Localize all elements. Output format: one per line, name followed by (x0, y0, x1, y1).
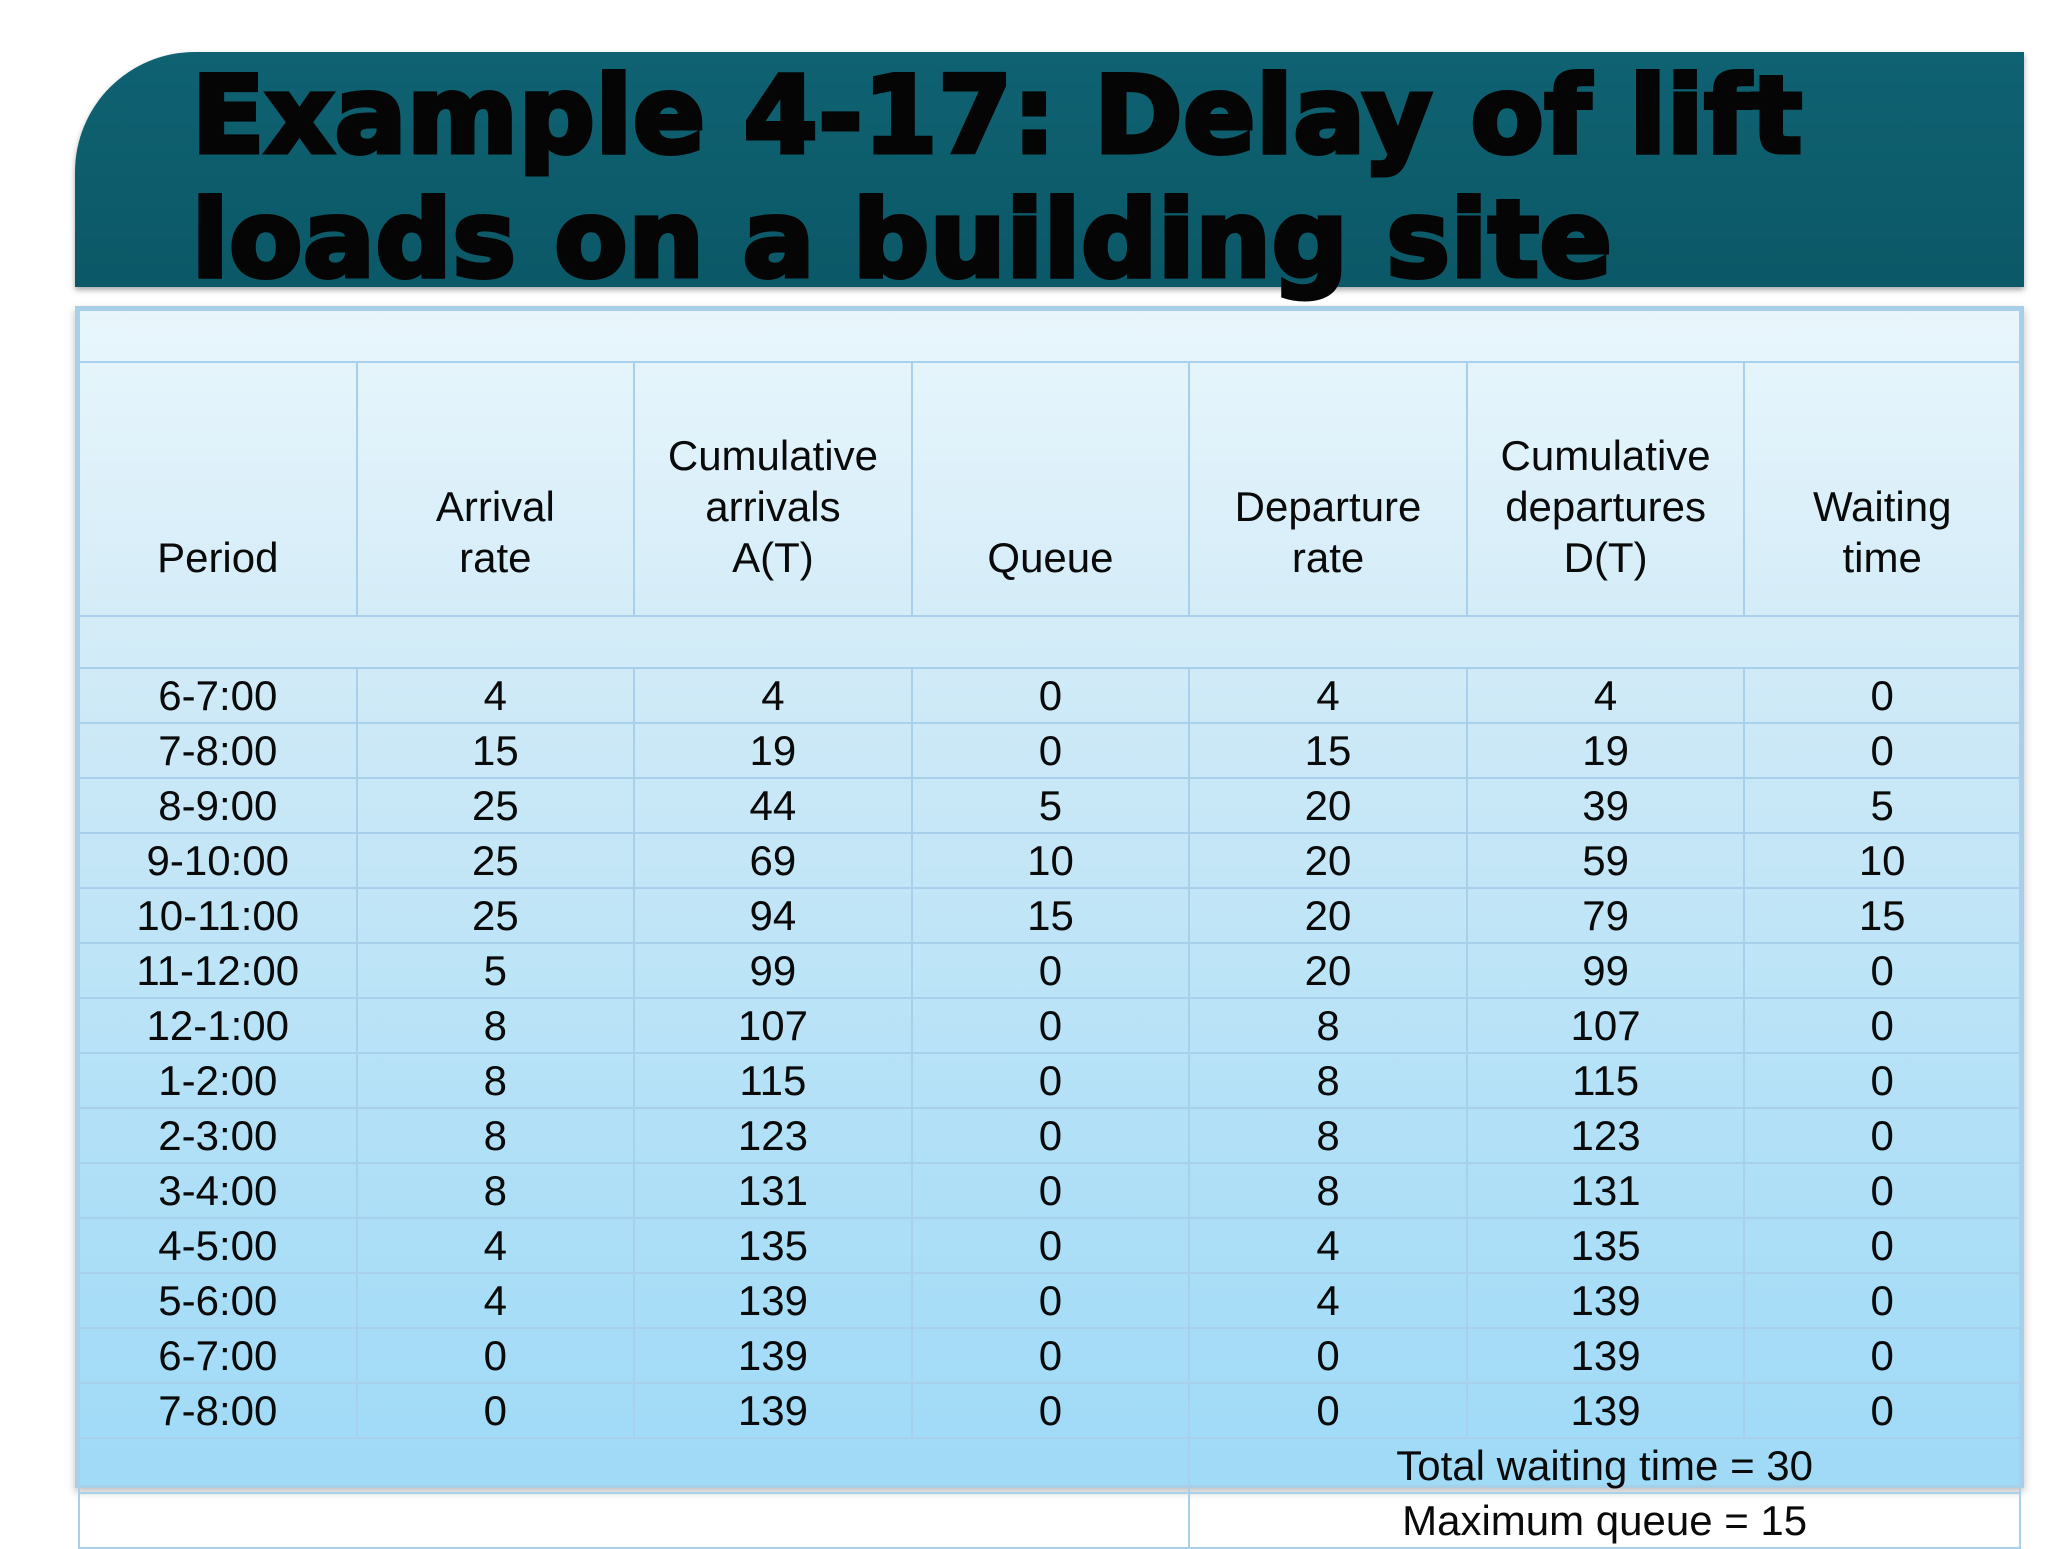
cell-queue: 0 (912, 1218, 1190, 1273)
mid-spacer-row (79, 616, 2020, 668)
cell-queue: 10 (912, 833, 1190, 888)
cell-arrival-rate: 4 (357, 668, 635, 723)
cell-period: 11-12:00 (79, 943, 357, 998)
cell-arrival-rate: 0 (357, 1383, 635, 1438)
header-waiting-time: Waiting time (1744, 362, 2020, 616)
header-queue: Queue (912, 362, 1190, 616)
cell-cumulative-departures: 99 (1467, 943, 1745, 998)
cell-waiting-time: 0 (1744, 1328, 2020, 1383)
cell-arrival-rate: 4 (357, 1218, 635, 1273)
cell-cumulative-departures: 123 (1467, 1108, 1745, 1163)
cell-period: 10-11:00 (79, 888, 357, 943)
table-row (79, 1053, 2020, 1108)
table-row (79, 1328, 2020, 1383)
table-row (79, 998, 2020, 1053)
cell-cumulative-departures: 139 (1467, 1383, 1745, 1438)
cell-departure-rate: 0 (1189, 1328, 1467, 1383)
table-row (79, 1383, 2020, 1438)
cell-cumulative-arrivals: 44 (634, 778, 912, 833)
cell-period: 12-1:00 (79, 998, 357, 1053)
cell-departure-rate: 4 (1189, 1273, 1467, 1328)
table-row (79, 723, 2020, 778)
header-period: Period (79, 362, 357, 616)
table-row (79, 778, 2020, 833)
cell-departure-rate: 20 (1189, 888, 1467, 943)
cell-waiting-time: 15 (1744, 888, 2020, 943)
cell-waiting-time: 5 (1744, 778, 2020, 833)
table-row (79, 1218, 2020, 1273)
cell-queue: 0 (912, 1053, 1190, 1108)
maximum-queue: Maximum queue = 15 (1189, 1493, 2020, 1548)
cell-waiting-time: 10 (1744, 833, 2020, 888)
cell-period: 2-3:00 (79, 1108, 357, 1163)
header-departure-rate: Departure rate (1189, 362, 1467, 616)
cell-waiting-time: 0 (1744, 723, 2020, 778)
cell-queue: 0 (912, 1328, 1190, 1383)
cell-cumulative-arrivals: 94 (634, 888, 912, 943)
cell-departure-rate: 20 (1189, 943, 1467, 998)
cell-arrival-rate: 8 (357, 1053, 635, 1108)
cell-departure-rate: 20 (1189, 778, 1467, 833)
cell-queue: 0 (912, 1163, 1190, 1218)
cell-cumulative-departures: 79 (1467, 888, 1745, 943)
total-waiting-time: Total waiting time = 30 (1189, 1438, 2020, 1493)
header-row (79, 362, 2020, 616)
cell-queue: 15 (912, 888, 1190, 943)
cell-period: 7-8:00 (79, 1383, 357, 1438)
cell-queue: 0 (912, 943, 1190, 998)
cell-waiting-time: 0 (1744, 668, 2020, 723)
cell-departure-rate: 8 (1189, 1108, 1467, 1163)
cell-period: 1-2:00 (79, 1053, 357, 1108)
cell-departure-rate: 4 (1189, 1218, 1467, 1273)
cell-cumulative-departures: 139 (1467, 1273, 1745, 1328)
header-arrival-rate: Arrival rate (357, 362, 635, 616)
cell-cumulative-arrivals: 115 (634, 1053, 912, 1108)
cell-cumulative-arrivals: 139 (634, 1328, 912, 1383)
summary-row-max-queue (79, 1493, 2020, 1548)
cell-arrival-rate: 25 (357, 888, 635, 943)
cell-cumulative-arrivals: 99 (634, 943, 912, 998)
cell-cumulative-departures: 139 (1467, 1328, 1745, 1383)
cell-arrival-rate: 0 (357, 1328, 635, 1383)
table-row (79, 1108, 2020, 1163)
header-cumulative-arrivals: Cumulative arrivals A(T) (634, 362, 912, 616)
cell-departure-rate: 20 (1189, 833, 1467, 888)
table-row (79, 888, 2020, 943)
cell-cumulative-departures: 135 (1467, 1218, 1745, 1273)
cell-arrival-rate: 25 (357, 833, 635, 888)
cell-arrival-rate: 8 (357, 1108, 635, 1163)
cell-arrival-rate: 8 (357, 998, 635, 1053)
cell-cumulative-departures: 131 (1467, 1163, 1745, 1218)
summary-row-total (79, 1438, 2020, 1493)
table-row (79, 1273, 2020, 1328)
cell-waiting-time: 0 (1744, 1108, 2020, 1163)
cell-arrival-rate: 15 (357, 723, 635, 778)
cell-waiting-time: 0 (1744, 943, 2020, 998)
cell-cumulative-arrivals: 69 (634, 833, 912, 888)
cell-period: 8-9:00 (79, 778, 357, 833)
cell-cumulative-arrivals: 107 (634, 998, 912, 1053)
header-cumulative-departures: Cumulative departures D(T) (1467, 362, 1745, 616)
cell-cumulative-arrivals: 131 (634, 1163, 912, 1218)
table-row (79, 1163, 2020, 1218)
cell-departure-rate: 8 (1189, 998, 1467, 1053)
cell-cumulative-departures: 39 (1467, 778, 1745, 833)
cell-queue: 0 (912, 998, 1190, 1053)
cell-departure-rate: 8 (1189, 1163, 1467, 1218)
table-container (75, 306, 2024, 1544)
cell-period: 5-6:00 (79, 1273, 357, 1328)
cell-period: 4-5:00 (79, 1218, 357, 1273)
cell-cumulative-arrivals: 139 (634, 1383, 912, 1438)
cell-queue: 0 (912, 723, 1190, 778)
cell-departure-rate: 0 (1189, 1383, 1467, 1438)
cell-cumulative-arrivals: 135 (634, 1218, 912, 1273)
table-row (79, 943, 2020, 998)
lift-delay-table (78, 309, 2021, 1549)
cell-cumulative-arrivals: 4 (634, 668, 912, 723)
cell-waiting-time: 0 (1744, 1163, 2020, 1218)
cell-period: 6-7:00 (79, 1328, 357, 1383)
cell-cumulative-arrivals: 19 (634, 723, 912, 778)
cell-cumulative-departures: 59 (1467, 833, 1745, 888)
cell-period: 3-4:00 (79, 1163, 357, 1218)
cell-cumulative-departures: 4 (1467, 668, 1745, 723)
cell-waiting-time: 0 (1744, 1053, 2020, 1108)
slide-title: Example 4-17: Delay of lift loads on a building site (192, 54, 1804, 301)
cell-cumulative-departures: 107 (1467, 998, 1745, 1053)
cell-waiting-time: 0 (1744, 1273, 2020, 1328)
cell-cumulative-departures: 19 (1467, 723, 1745, 778)
cell-cumulative-arrivals: 139 (634, 1273, 912, 1328)
cell-queue: 0 (912, 1273, 1190, 1328)
top-spacer-row (79, 310, 2020, 362)
cell-arrival-rate: 25 (357, 778, 635, 833)
cell-waiting-time: 0 (1744, 1383, 2020, 1438)
cell-queue: 0 (912, 668, 1190, 723)
cell-departure-rate: 8 (1189, 1053, 1467, 1108)
cell-queue: 5 (912, 778, 1190, 833)
table-row (79, 833, 2020, 888)
cell-queue: 0 (912, 1383, 1190, 1438)
cell-arrival-rate: 5 (357, 943, 635, 998)
cell-period: 9-10:00 (79, 833, 357, 888)
cell-period: 6-7:00 (79, 668, 357, 723)
cell-arrival-rate: 4 (357, 1273, 635, 1328)
cell-waiting-time: 0 (1744, 998, 2020, 1053)
cell-departure-rate: 4 (1189, 668, 1467, 723)
cell-cumulative-arrivals: 123 (634, 1108, 912, 1163)
cell-period: 7-8:00 (79, 723, 357, 778)
cell-arrival-rate: 8 (357, 1163, 635, 1218)
table-body (79, 310, 2020, 1548)
table-row (79, 668, 2020, 723)
cell-waiting-time: 0 (1744, 1218, 2020, 1273)
cell-cumulative-departures: 115 (1467, 1053, 1745, 1108)
cell-departure-rate: 15 (1189, 723, 1467, 778)
cell-queue: 0 (912, 1108, 1190, 1163)
